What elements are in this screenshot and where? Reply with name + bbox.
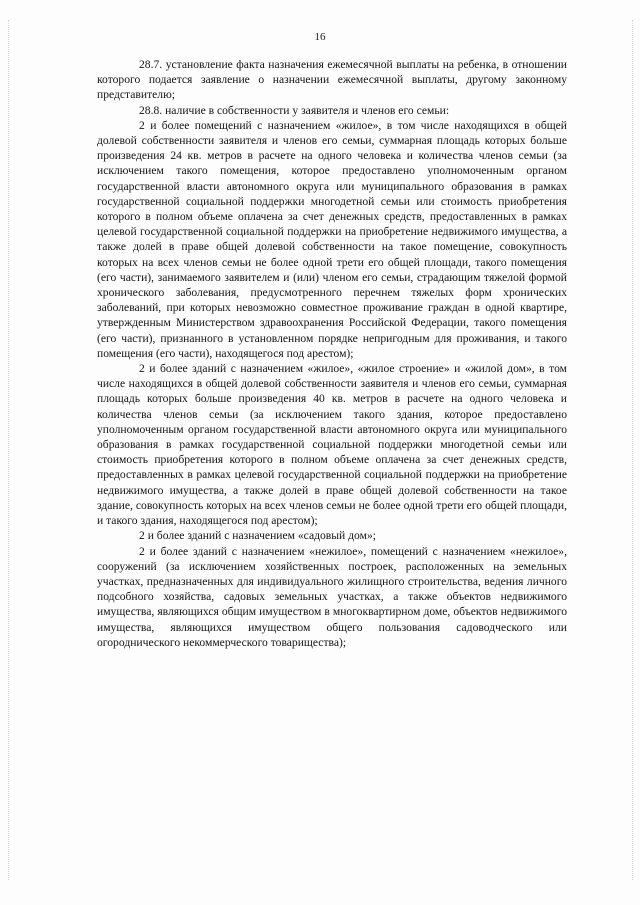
paragraph-28-8: 28.8. наличие в собственности у заявителя и членов его семьи:: [139, 103, 450, 117]
document-body: [97, 57, 567, 650]
scan-margin-line-right: [632, 20, 634, 880]
scan-margin-line-left: [8, 20, 10, 880]
paragraph-residential-premises: 2 и более помещений с назначением «жилое», в том числе находящихся в общей долевой собственности заявителя и членов его семьи, суммарная площадь которых больше произведения 24 кв. метров в расчете на одного человека и количества членов семьи (за исключением такого помещения, которое предоставлено уполномоченным органом государственной власти автономного округа или муниципального образования в рамках государственной социальной поддержки многодетной семьи или стоимость приобретения которого в полном объеме оплачена за счет денежных средств, предоставленных в рамках целевой государственной социальной поддержки на приобретение недвижимого имущества, а также долей в праве общей долевой собственности на такое помещение, совокупность которых на всех членов семьи не более одной трети его общей площади, такого помещения (его части), занимаемого заявителем и (или) членом его семьи, страдающим тяжелой формой хронического заболевания, предусмотренного перечнем тяжелых форм хронических заболеваний, при которых невозможно совместное проживание граждан в одной квартире, утвержденным Министерством здравоохранения Российской Федерации, такого помещения (его части), признанного в установленном порядке непригодным для проживания, и такого помещения (его части), находящегося под арестом);: [97, 118, 567, 360]
paragraph-28-7: 28.7. установление факта назначения ежемесячной выплаты на ребенка, в отношении которого подается заявление о назначении ежемесячной выплаты, другому законному представителю;: [97, 58, 567, 102]
paragraph-non-residential: 2 и более зданий с назначением «нежилое», помещений с назначением «нежилое», сооружений (за исключением хозяйственных построек, расположенных на земельных участках, предназначенных для индивидуального жилищного строительства, ведения личного подсобного хозяйства, садовых земельных участках, а также объектов недвижимого имущества, являющихся общим имуществом в многоквартирном доме, объектов недвижимого имущества, являющихся имуществом общего пользования садоводческого или огороднического некоммерческого товарищества);: [97, 544, 567, 649]
paragraph-residential-buildings: 2 и более зданий с назначением «жилое», «жилое строение» и «жилой дом», в том числе находящихся в общей долевой собственности заявителя и членов его семьи, суммарная площадь которых больше произведения 40 кв. метров в расчете на одного человека и количества членов семьи (за исключением такого здания, которое предоставлено уполномоченным органом государственной власти автономного округа или муниципального образования в рамках государственной социальной поддержки многодетной семьи или стоимость приобретения которого в полном объеме оплачена за счет денежных средств, предоставленных в рамках целевой государственной социальной поддержки на приобретение недвижимого имущества, а также долей в праве общей долевой собственности на такое здание, совокупность которых на всех членов семьи не более одной трети его общей площади, и такого здания, находящегося под арестом);: [97, 362, 567, 528]
page-number: 16: [314, 31, 326, 43]
paragraph-garden-houses: 2 и более зданий с назначением «садовый дом»;: [139, 529, 376, 543]
